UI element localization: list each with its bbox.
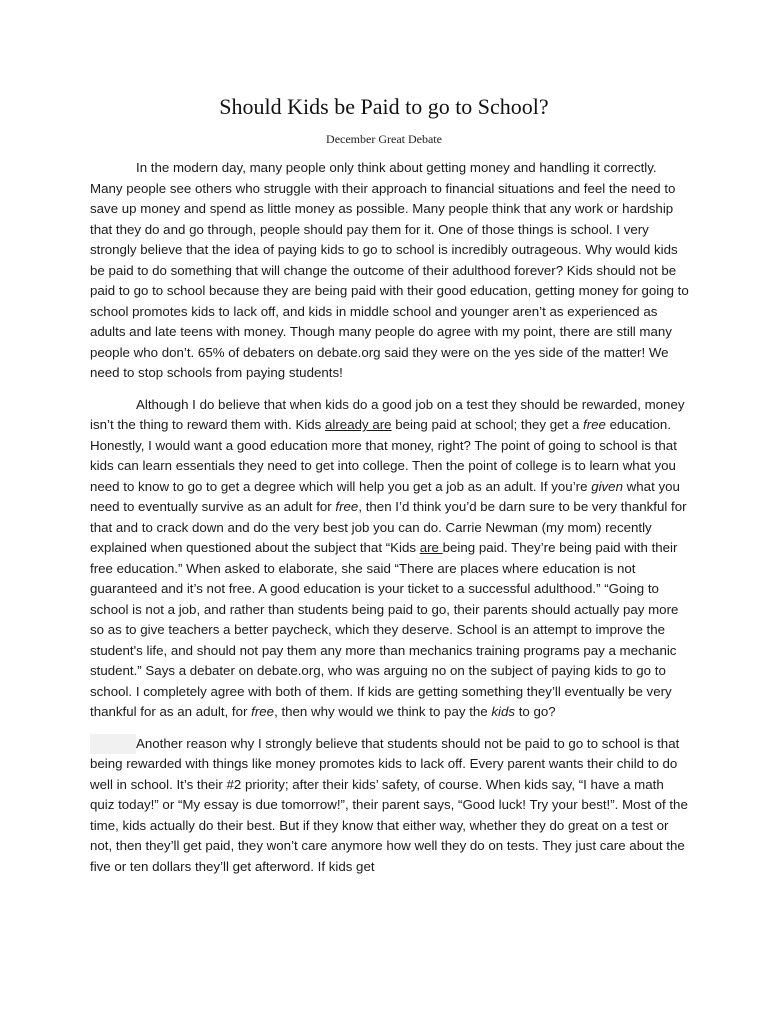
- italic-text: kids: [491, 704, 516, 719]
- paragraph-intro: [90, 158, 690, 384]
- underlined-text: already are: [325, 417, 392, 432]
- text-run: what you need to eventually survive as an adult for: [90, 478, 680, 514]
- indent-shading: [90, 734, 136, 754]
- text-run: being paid. They’re being paid with their free education.” When asked to elaborate, she said “There are places where education is not guaranteed and it’s not free. A good education is your ticket to a successful adulthood.” “Going to school is not a job, and rather than students being paid to go, their parents should actually pay more so as to give teachers a better paycheck, which they deserve. School is an attempt to improve the student's life, and should not pay them any more than mechanics training programs pay a mechanic student.” Says a debater on debate.org, who was arguing no on the subject of paying kids to go to school. I completely agree with both of them. If kids are getting something they’ll eventually be very thankful for as an adult, for: [90, 540, 679, 719]
- document-subtitle: December Great Debate: [326, 132, 442, 146]
- paragraph-free-education: [90, 395, 690, 723]
- underlined-text: are: [419, 540, 443, 555]
- text-run: , then why would we think to pay the: [274, 704, 492, 719]
- text-run: being paid at school; they get a: [391, 417, 584, 432]
- italic-text: free: [335, 499, 359, 514]
- text-run: In the modern day, many people only think about getting money and handling it correctly. Many people see others who struggle with their approach to financial situations and feel the need to save up money and spend as little money as possible. Many people think that any work or hardship that they do and go through, people should pay them for it. One of those things is school. I very strongly believe that the idea of paying kids to go to school is incredibly outrageous. Why would kids be paid to do something that will change the outcome of their adulthood forever? Kids should not be paid to go to school because they are being paid with their good education, getting money for going to school promotes kids to lack off, and kids in middle school and younger aren’t as experienced as adults and late teens with money. Though many people do agree with my point, there are still many people who don’t. 65% of debaters on debate.org said they were on the yes side of the matter! We need to stop schools from paying students!: [90, 160, 689, 380]
- text-run: Although I do believe that when kids do a good job on a test they should be rewarded, money isn’t the thing to reward them with. Kids: [90, 396, 685, 432]
- text-run: education. Honestly, I would want a good education more that money, right? The point of going to school is that kids can learn essentials they need to get into college. Then the point of college is to learn what you need to know to go to get a degree which will help you get a job as an adult. If you’re: [90, 417, 677, 494]
- text-run: Another reason why I strongly believe that students should not be paid to go to school is that being rewarded with things like money promotes kids to lack off. Every parent wants their child to do well in school. It’s their #2 priority; after their kids’ safety, of course. When kids say, “I have a math quiz today!” or “My essay is due tomorrow!”, their parent says, “Good luck! Try your best!”. Most of the time, kids actually do their best. But if they know that either way, whether they do great on a test or not, then they’ll get paid, they won’t care anymore how well they do on tests. They just care about the five or ten dollars they’ll get afterword. If kids get: [90, 735, 688, 874]
- document-title: Should Kids be Paid to go to School?: [219, 94, 549, 119]
- text-run: , then I’d think you’d be darn sure to be very thankful for that and to crack down and do the very best job you can do. Carrie Newman (my mom) recently explained when questioned about the subject that “Kids: [90, 499, 687, 555]
- document-body: [90, 158, 690, 877]
- italic-text: free: [251, 704, 275, 719]
- italic-text: given: [591, 478, 623, 494]
- text-run: to go?: [515, 704, 556, 719]
- paragraph-lack-off: [90, 734, 690, 878]
- italic-text: free: [583, 417, 606, 432]
